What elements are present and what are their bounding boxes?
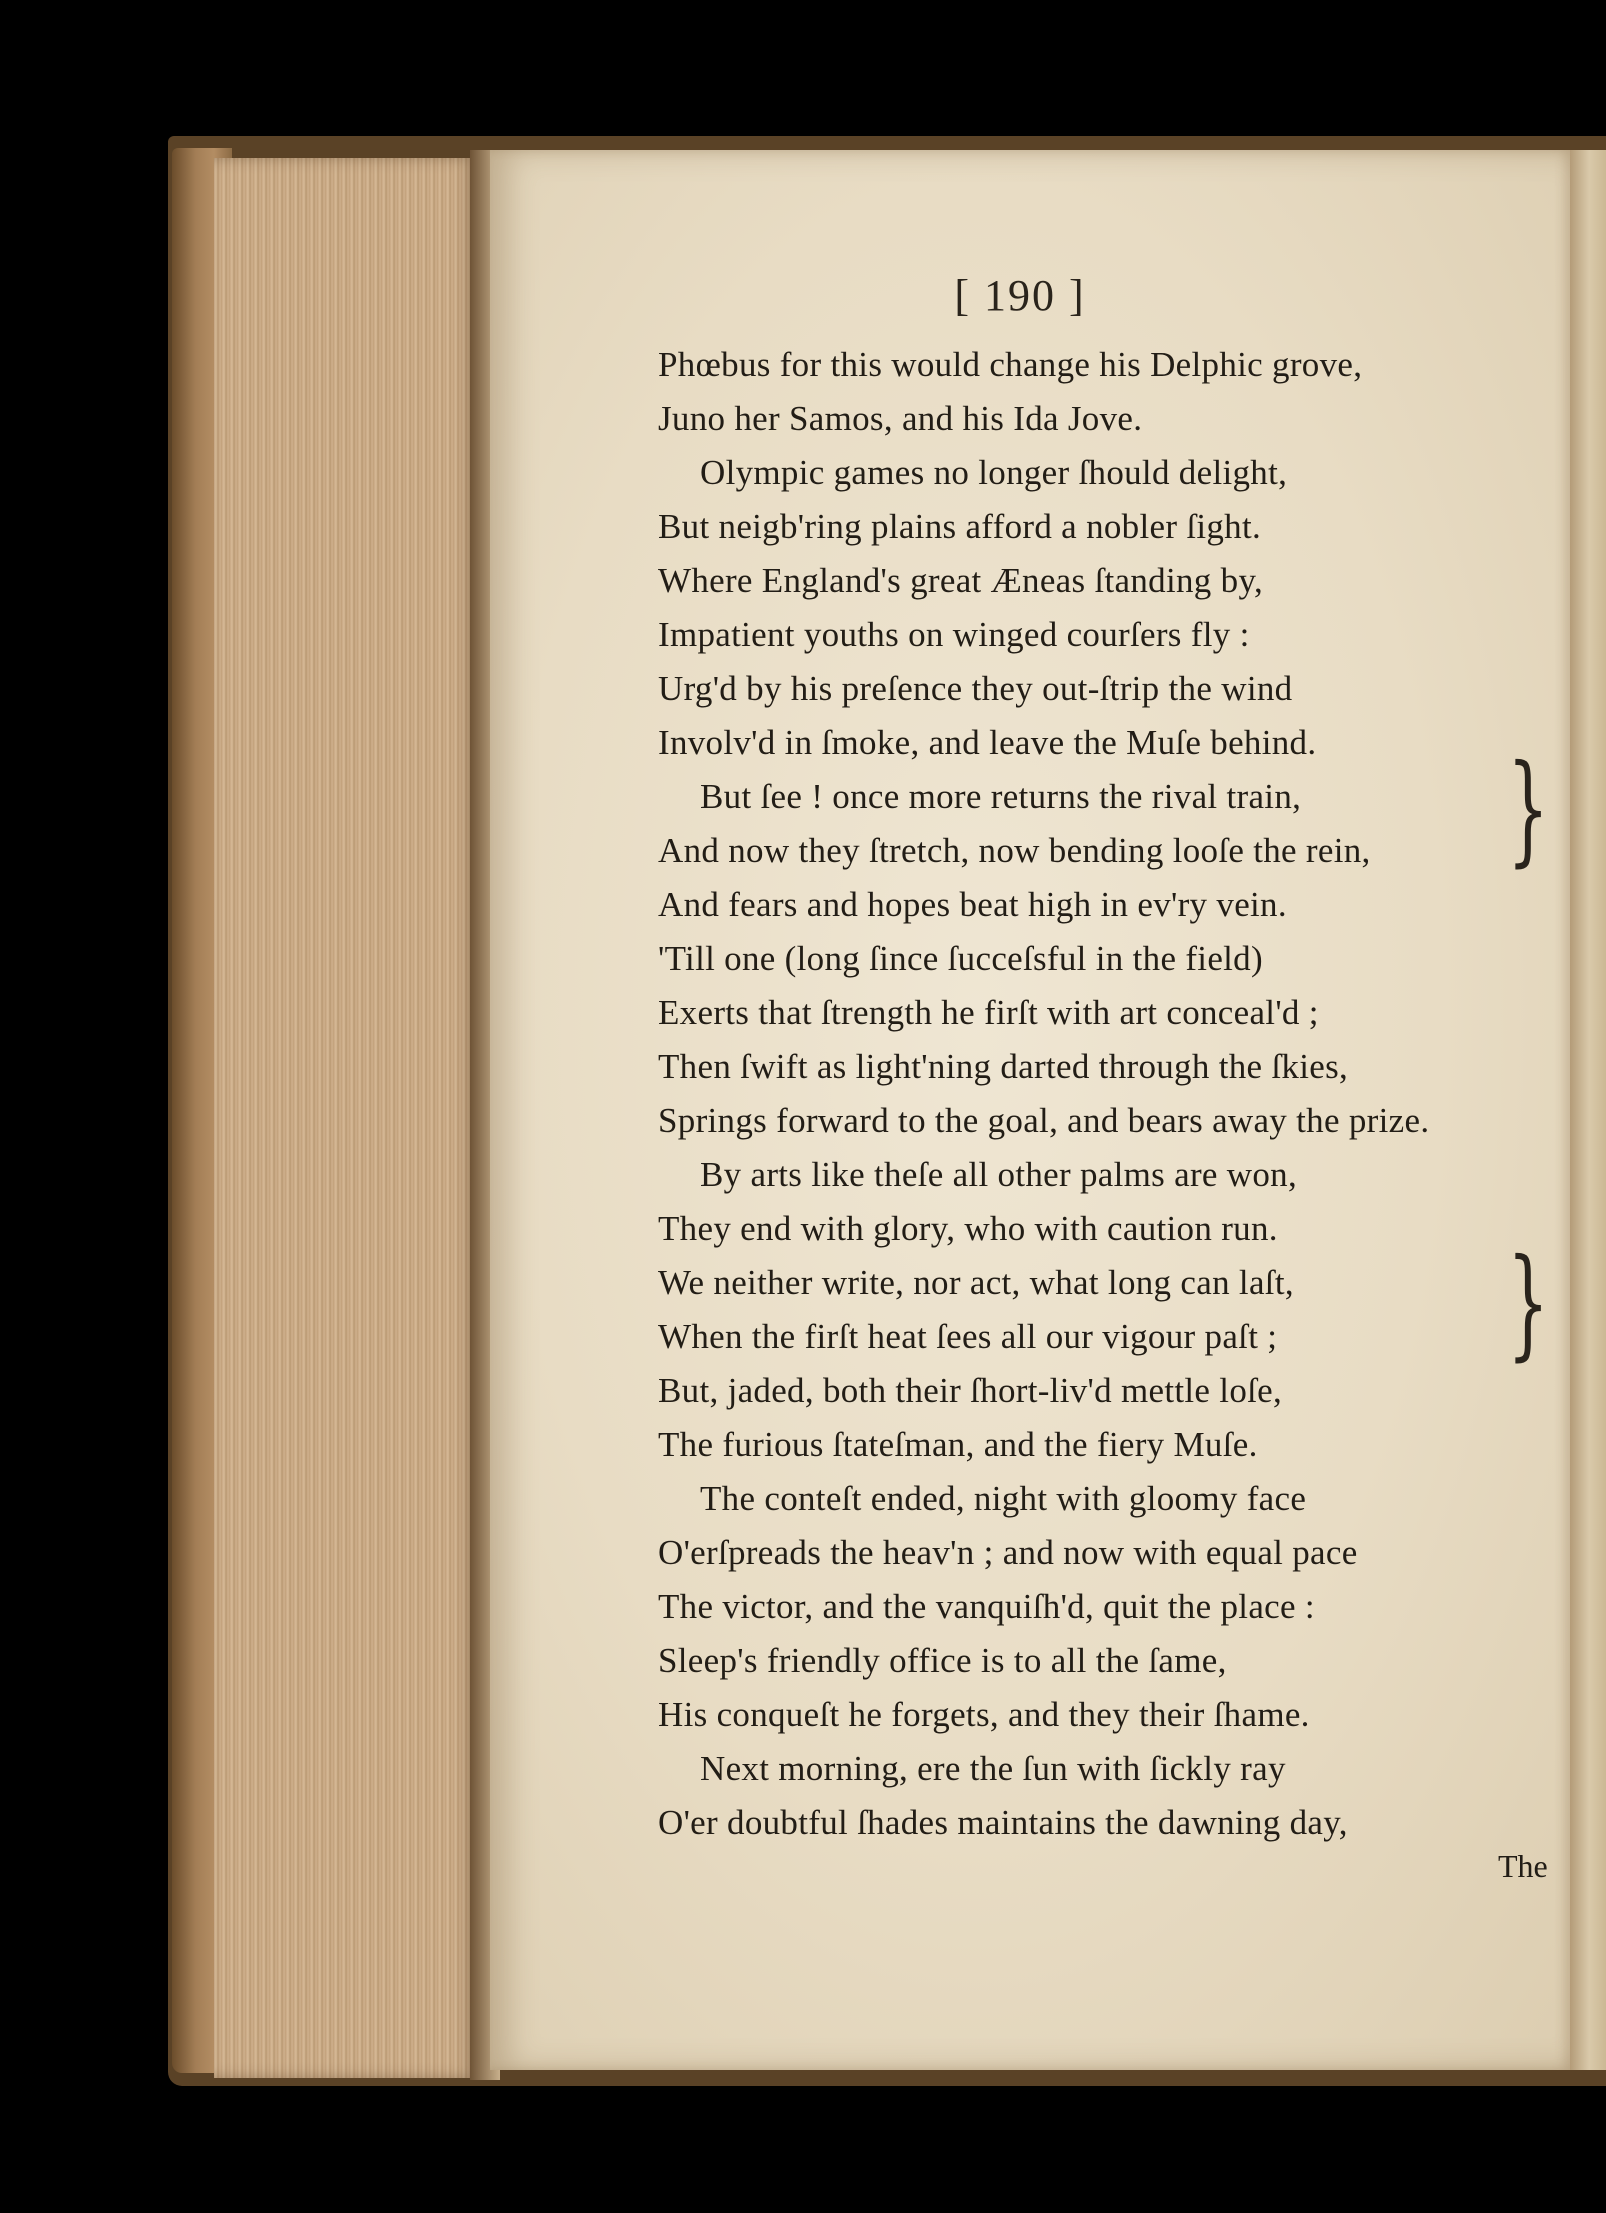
triplet-brace: } (1507, 740, 1550, 879)
poem-line: And fears and hopes beat high in ev'ry vein. (658, 885, 1287, 924)
poem-line: Sleep's friendly office is to all the ſame, (658, 1641, 1227, 1680)
catchword: The (1498, 1848, 1548, 1884)
poem-line: But neigb'ring plains afford a nobler ſight. (658, 507, 1262, 546)
poem-line: Phœbus for this would change his Delphic grove, (658, 345, 1363, 384)
poem-line: Olympic games no longer ſhould delight, (700, 453, 1288, 492)
poem-line: The furious ſtateſman, and the fiery Muſe. (658, 1425, 1258, 1464)
poem-line: By arts like theſe all other palms are won, (700, 1155, 1298, 1194)
poem-line: O'er doubtful ſhades maintains the dawning day, (658, 1803, 1348, 1842)
poem-line: 'Till one (long ſince ſucceſsful in the field) (658, 939, 1263, 978)
facing-page-edge (1564, 150, 1606, 2070)
poem-line: His conqueſt he forgets, and they their ſhame. (658, 1695, 1310, 1734)
poem-line: And now they ſtretch, now bending looſe the rein, (658, 831, 1371, 870)
poem-line: O'erſpreads the heav'n ; and now with equal pace (658, 1533, 1358, 1572)
poem-line: Exerts that ſtrength he firſt with art conceal'd ; (658, 993, 1319, 1032)
poem-line: We neither write, nor act, what long can laſt, (658, 1263, 1294, 1302)
poem-line: Juno her Samos, and his Ida Jove. (658, 399, 1143, 438)
poem-line: But ſee ! once more returns the rival train, (700, 777, 1302, 816)
poem-line: But, jaded, both their ſhort-liv'd mettle loſe, (658, 1371, 1283, 1410)
poem-line: The victor, and the vanquiſh'd, quit the place : (658, 1587, 1315, 1626)
poem-line: When the firſt heat ſees all our vigour paſt ; (658, 1317, 1278, 1356)
triplet-brace: } (1507, 1234, 1550, 1373)
poem-line: Impatient youths on winged courſers fly : (658, 615, 1250, 654)
poem-line: The conteſt ended, night with gloomy face (700, 1479, 1307, 1518)
page-stack (214, 158, 478, 2078)
poem-line: Then ſwift as light'ning darted through the ſkies, (658, 1047, 1349, 1086)
poem-line: Next morning, ere the ſun with ſickly ray (700, 1749, 1286, 1788)
poem-line: Urg'd by his preſence they out-ſtrip the wind (658, 669, 1293, 708)
poem-text (658, 338, 1429, 1850)
page-number: [ 190 ] (954, 271, 1086, 320)
poem-line: Involv'd in ſmoke, and leave the Muſe behind. (658, 723, 1317, 762)
poem-line: Where England's great Æneas ſtanding by, (658, 561, 1264, 600)
poem-line: They end with glory, who with caution run. (658, 1209, 1278, 1248)
book-page (490, 150, 1570, 2070)
poem-line: Springs forward to the goal, and bears away the prize. (658, 1101, 1430, 1140)
